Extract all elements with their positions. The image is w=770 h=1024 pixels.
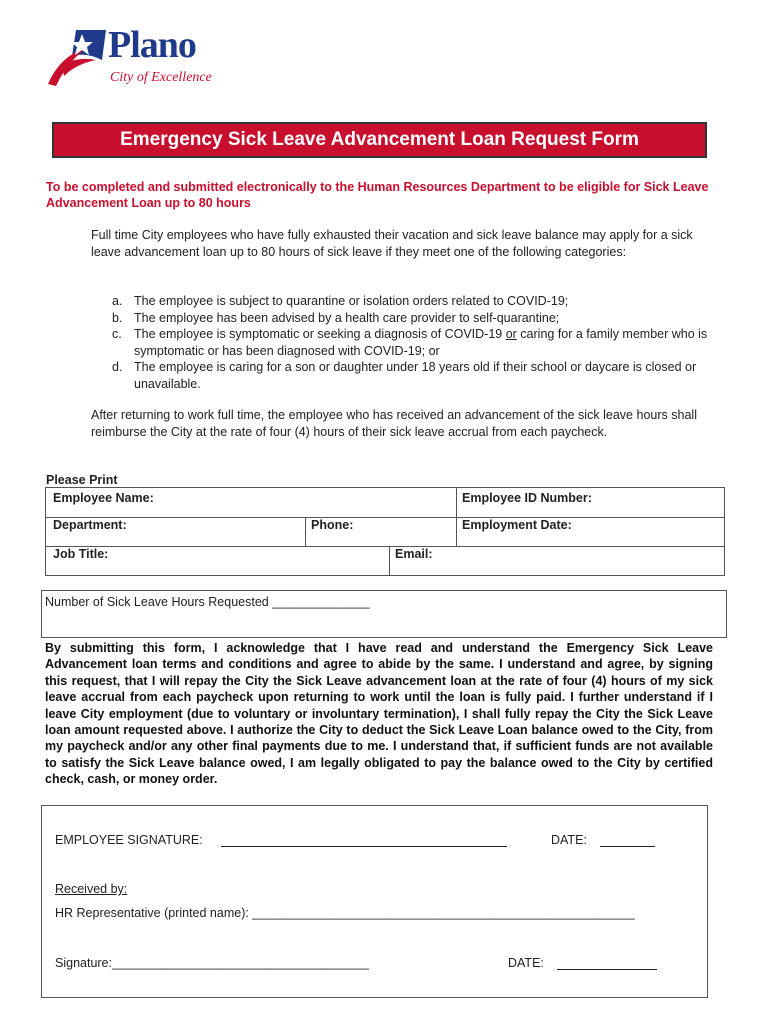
hr-representative-line[interactable]: HR Representative (printed name): _______________________________________________________ xyxy=(55,906,635,920)
job-title-label: Job Title: xyxy=(53,547,109,561)
eligibility-categories xyxy=(108,293,708,392)
please-print-label: Please Print xyxy=(46,473,118,487)
email-field[interactable] xyxy=(389,546,724,575)
star-flag-icon xyxy=(46,26,110,88)
phone-field[interactable] xyxy=(305,517,455,545)
form-title-banner xyxy=(52,122,707,158)
email-label: Email: xyxy=(395,547,433,561)
repayment-terms: After returning to work full time, the employee who has received an advancement of the sick leave hours shall reimburse the City at the rate of four (4) hours of their sick leave accrual from each paycheck. xyxy=(91,408,697,439)
list-item: b. The employee has been advised by a health care provider to self-quarantine; xyxy=(112,310,560,325)
employee-signature-label: EMPLOYEE SIGNATURE: xyxy=(55,833,203,847)
employee-name-label: Employee Name: xyxy=(53,491,154,505)
hours-requested-box[interactable] xyxy=(41,590,727,638)
date-line-1[interactable] xyxy=(600,846,655,847)
phone-label: Phone: xyxy=(311,518,354,532)
list-item: c. The employee is symptomatic or seeking a diagnosis of COVID-19 or caring for a family member who is symptomatic or has been diagnosed with COVID-19; or xyxy=(112,327,708,358)
job-title-field[interactable] xyxy=(45,546,387,575)
employment-date-field[interactable] xyxy=(456,517,724,545)
acknowledgement-text: By submitting this form, I acknowledge that I have read and understand the Emergency Sick Leave Advancement loan terms and conditions and agree to abide by the same. I understand and agree, by signing this request, that I will repay the City the Sick Leave advancement loan at the rate of four (4) hours of my sick leave accrual from each paycheck upon returning to work until the loan is fully paid. I further understand if I leave City employment (due to voluntary or involuntary termination), I shall fully repay the City the Sick Leave loan amount requested above. I authorize the City to deduct the Sick Leave Loan balance owed to the City, from my paycheck and/or any other final payments due to me. I understand that, if sufficient funds are not available to satisfy the Sick Leave balance owed, I am legally obligated to pay the balance owed to the City by certified check, cash, or money order. xyxy=(45,641,713,787)
hours-requested-label: Number of Sick Leave Hours Requested ______________ xyxy=(45,595,370,609)
department-field[interactable] xyxy=(45,517,303,545)
form-title: Emergency Sick Leave Advancement Loan Request Form xyxy=(120,129,639,150)
employee-id-field[interactable] xyxy=(456,489,724,517)
department-label: Department: xyxy=(53,518,127,532)
submission-instruction: To be completed and submitted electronically to the Human Resources Department to be eligible for Sick Leave Advancement Loan up to 80 hours xyxy=(46,180,709,210)
employee-id-label: Employee ID Number: xyxy=(462,491,592,505)
received-by-label: Received by: xyxy=(55,882,128,896)
employee-signature-line[interactable] xyxy=(221,846,507,847)
eligibility-intro: Full time City employees who have fully exhausted their vacation and sick leave balance may apply for a sick leave advancement loan up to 80 hours of sick leave if they meet one of the following categories: xyxy=(91,228,693,259)
logo-wordmark: Plano xyxy=(108,24,196,66)
logo-tagline: City of Excellence xyxy=(110,70,212,85)
date-label-1: DATE: xyxy=(551,833,587,847)
list-item: d. The employee is caring for a son or daughter under 18 years old if their school or daycare is closed or unavailable. xyxy=(112,360,697,391)
employee-name-field[interactable] xyxy=(45,489,461,517)
hr-signature-line[interactable]: Signature:_____________________________________ xyxy=(55,956,370,970)
date-label-2: DATE: xyxy=(508,956,544,970)
list-item: a. The employee is subject to quarantine or isolation orders related to COVID-19; xyxy=(112,294,569,308)
date-line-2[interactable] xyxy=(557,969,657,970)
employment-date-label: Employment Date: xyxy=(462,518,572,532)
